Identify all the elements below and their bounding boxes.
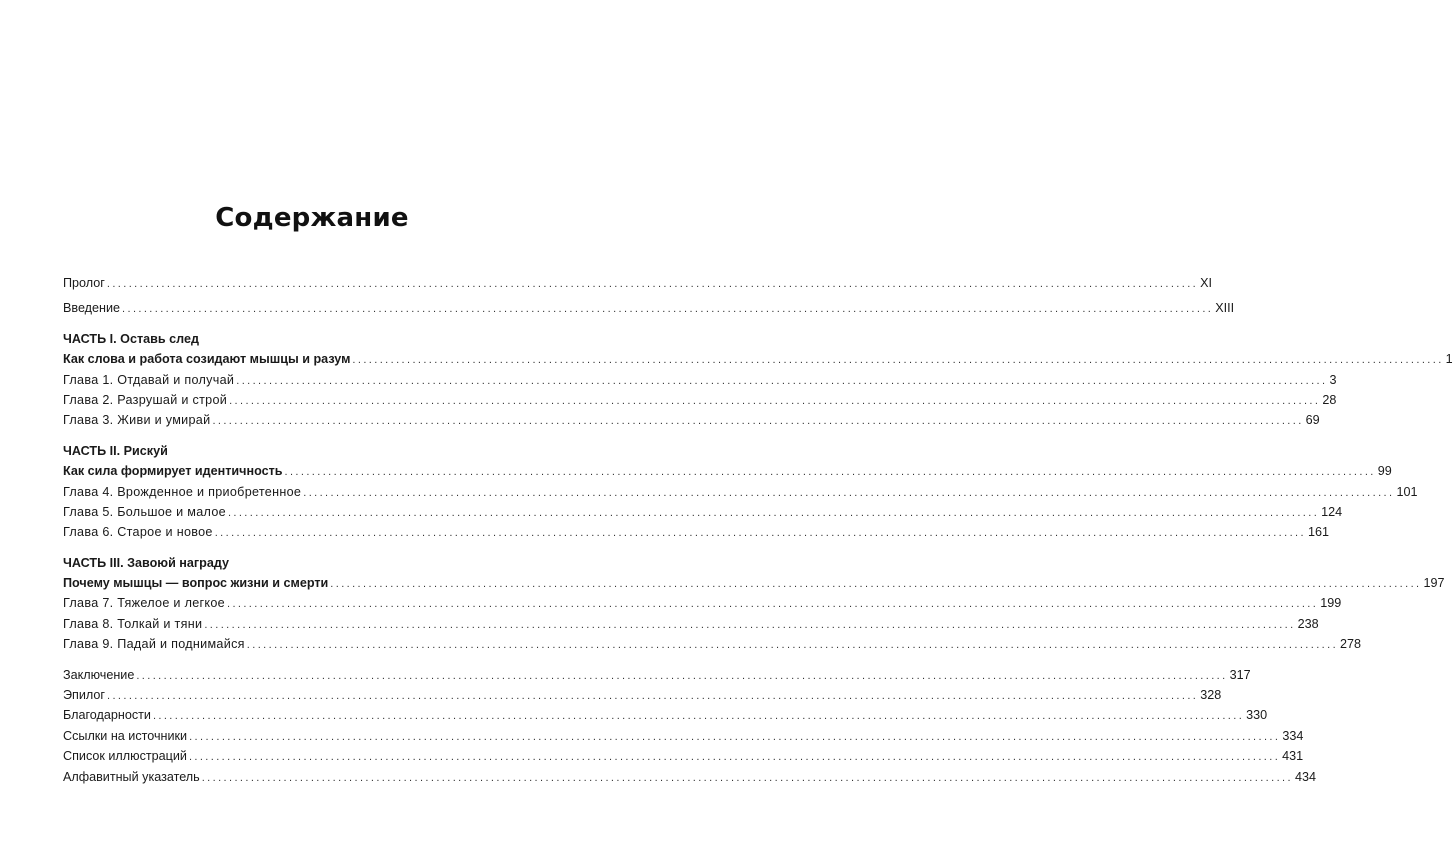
toc-entry-label: Глава 9. Падай и поднимайся: [63, 637, 245, 652]
toc-entry-page: 197: [1423, 576, 1445, 591]
toc-entry-label: Пролог: [63, 276, 105, 290]
toc-entry-page: 124: [1321, 504, 1343, 519]
toc-entry-chapter-8[interactable]: [63, 614, 1319, 634]
toc-entry-index[interactable]: [63, 767, 1316, 787]
toc-entry-chapter-9[interactable]: [63, 634, 1362, 654]
dot-leader: ........................................................................................................................................................................................................: [204, 618, 1296, 631]
part-2-subtitle-entry[interactable]: [63, 461, 1392, 481]
dot-leader: ........................................................................................................................................................................................................: [246, 639, 1339, 652]
toc-entry-acknowledgements[interactable]: [63, 705, 1268, 725]
part-3-subtitle-entry[interactable]: [63, 573, 1445, 593]
toc-entry-page: 99: [1377, 464, 1392, 479]
toc-entry-label: Глава 2. Разрушай и строй: [63, 392, 228, 407]
dot-leader: ........................................................................................................................................................................................................: [236, 374, 1328, 387]
toc-entry-page: 69: [1305, 413, 1320, 428]
toc-entry-label: Глава 5. Большое и малое: [63, 504, 226, 519]
toc-entry-page: 3: [1329, 372, 1337, 387]
dot-leader: ........................................................................................................................................................................................................: [122, 303, 1214, 316]
dot-leader: ........................................................................................................................................................................................................: [212, 415, 1304, 428]
dot-leader: ........................................................................................................................................................................................................: [226, 598, 1319, 611]
toc-entry-page: 334: [1282, 728, 1304, 743]
toc-entry-page: 101: [1396, 484, 1418, 499]
toc-entry-chapter-3[interactable]: [63, 410, 1320, 430]
dot-leader: ........................................................................................................................................................................................................: [201, 771, 1293, 784]
toc-entry-page: XIII: [1215, 301, 1235, 316]
toc-entry-chapter-4[interactable]: [63, 482, 1418, 502]
toc-entry-page: XI: [1200, 276, 1213, 290]
toc-entry-label: Введение: [63, 301, 121, 316]
dot-leader: ........................................................................................................................................................................................................: [214, 527, 1306, 540]
toc-entry-page: 1: [1445, 352, 1453, 367]
toc-entry-page: 431: [1282, 749, 1304, 764]
dot-leader: ........................................................................................................................................................................................................: [227, 506, 1320, 519]
toc-entry-introduction[interactable]: [63, 298, 1235, 318]
toc-entry-label: Благодарности: [63, 708, 151, 723]
toc-entry-label: Глава 8. Толкай и тяни: [63, 616, 203, 631]
dot-leader: ........................................................................................................................................................................................................: [229, 394, 1321, 407]
dot-leader: ........................................................................................................................................................................................................: [152, 710, 1245, 723]
toc-entry-label: Ссылки на источники: [63, 728, 188, 743]
toc-entry-references[interactable]: [63, 726, 1304, 746]
toc-entry-page: 238: [1297, 616, 1319, 631]
toc-entry-chapter-7[interactable]: [63, 593, 1342, 613]
part-3-heading[interactable]: ЧАСТЬ III. Завоюй награду: [63, 555, 230, 570]
toc-entry-label: Глава 1. Отдавай и получай: [63, 372, 235, 387]
toc-entry-page: 28: [1322, 392, 1337, 407]
toc-entry-epilogue[interactable]: [63, 685, 1222, 705]
toc-entry-label: Глава 6. Старое и новое: [63, 525, 213, 540]
part-1-heading[interactable]: ЧАСТЬ I. Оставь след: [63, 331, 199, 346]
toc-entry-page: 278: [1340, 637, 1362, 652]
toc-entry-label: Как слова и работа созидают мышцы и разум: [63, 352, 351, 367]
toc-entry-label: Почему мышцы — вопрос жизни и смерти: [63, 576, 329, 591]
table-of-contents: [63, 273, 1453, 787]
part-2-heading[interactable]: ЧАСТЬ II. Рискуй: [63, 443, 168, 458]
toc-entry-page: 317: [1229, 667, 1251, 682]
toc-entry-page: 161: [1307, 525, 1329, 540]
dot-leader: ........................................................................................................................................................................................................: [284, 466, 1376, 479]
toc-entry-label: Глава 3. Живи и умирай: [63, 413, 211, 428]
toc-entry-label: Эпилог: [63, 688, 105, 703]
toc-entry-label: Список иллюстраций: [63, 749, 187, 764]
toc-entry-page: 199: [1320, 596, 1342, 611]
toc-entry-label: Алфавитный указатель: [63, 769, 200, 784]
toc-entry-illustrations[interactable]: [63, 746, 1304, 766]
toc-entry-page: 434: [1294, 769, 1316, 784]
part-1-subtitle-entry[interactable]: [63, 349, 1453, 369]
toc-entry-chapter-1[interactable]: [63, 370, 1337, 390]
toc-entry-label: Глава 7. Тяжелое и легкое: [63, 596, 225, 611]
toc-entry-page: 330: [1246, 708, 1268, 723]
toc-entry-prologue[interactable]: [63, 273, 1213, 293]
page-title: Содержание: [215, 203, 409, 233]
dot-leader: ........................................................................................................................................................................................................: [106, 278, 1199, 290]
toc-entry-conclusion[interactable]: [63, 665, 1251, 685]
dot-leader: ........................................................................................................................................................................................................: [188, 751, 1281, 764]
toc-entry-label: Глава 4. Врожденное и приобретенное: [63, 484, 302, 499]
toc-entry-chapter-2[interactable]: [63, 390, 1337, 410]
toc-entry-chapter-5[interactable]: [63, 502, 1343, 522]
dot-leader: ........................................................................................................................................................................................................: [352, 354, 1444, 367]
dot-leader: ........................................................................................................................................................................................................: [189, 730, 1281, 743]
dot-leader: ........................................................................................................................................................................................................: [136, 669, 1228, 682]
toc-entry-label: Как сила формирует идентичность: [63, 464, 283, 479]
toc-entry-page: 328: [1200, 688, 1222, 703]
toc-entry-chapter-6[interactable]: [63, 522, 1329, 542]
dot-leader: ........................................................................................................................................................................................................: [303, 486, 1395, 499]
toc-entry-label: Заключение: [63, 667, 135, 682]
dot-leader: ........................................................................................................................................................................................................: [330, 578, 1422, 591]
dot-leader: ........................................................................................................................................................................................................: [107, 690, 1199, 703]
